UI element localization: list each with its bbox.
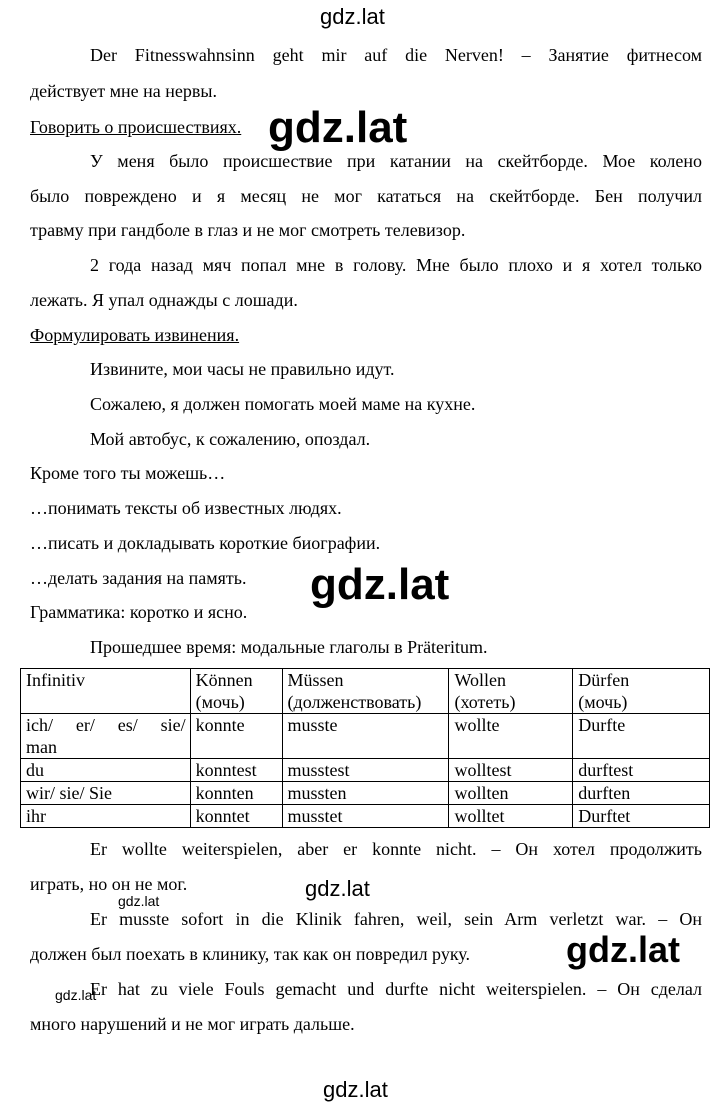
sentence-5: …понимать тексты об известных людях. [30, 498, 342, 518]
watermark-top: gdz.lat [320, 4, 385, 29]
table-cell: konnte [190, 714, 282, 759]
heading-incidents: Говорить о происшествиях. [30, 117, 242, 137]
table-row [21, 805, 710, 828]
sentence-4: Кроме того ты можешь… [30, 463, 226, 483]
paragraph-5-line-1: Er musste sofort in die Klinik fahren, weil, sein Arm verletzt war. – Он [90, 909, 702, 929]
table-header-row [21, 669, 710, 714]
paragraph-2-line-1: У меня было происшествие при катании на скейтборде. Мое колено [90, 151, 702, 171]
table-cell: Infinitiv [21, 669, 191, 714]
watermark-lower-small-1: gdz.lat [118, 893, 160, 909]
modal-verbs-table [20, 668, 710, 828]
table-cell: musstet [282, 805, 449, 828]
watermark-middle: gdz.lat [310, 560, 450, 609]
sentence-2: Сожалею, я должен помогать моей маме на кухне. [90, 394, 476, 414]
paragraph-2-line-3: травму при гандболе в глаз и не мог смотреть телевизор. [30, 220, 466, 240]
table-cell: Wollen (хотеть) [449, 669, 573, 714]
paragraph-6-line-2: много нарушений и не мог играть дальше. [30, 1014, 355, 1034]
paragraph-4-line-1: Er wollte weiterspielen, aber er konnte nicht. – Он хотел продолжить [90, 839, 702, 859]
table-cell: durften [573, 782, 710, 805]
table-cell: Durftet [573, 805, 710, 828]
table-cell: wolltest [449, 759, 573, 782]
table-caption: Прошедшее время: модальные глаголы в Präteritum. [90, 637, 488, 657]
table-row [21, 782, 710, 805]
table-cell: wir/ sie/ Sie [21, 782, 191, 805]
paragraph-2-line-2: было повреждено и я месяц не мог кататься на скейтборде. Бен получил [30, 186, 702, 206]
sentence-1: Извините, мои часы не правильно идут. [90, 359, 395, 379]
watermark-lower-2: gdz.lat [566, 929, 680, 970]
heading-apologies: Формулировать извинения. [30, 325, 240, 345]
watermark-heading: gdz.lat [268, 103, 408, 152]
table-cell: durftest [573, 759, 710, 782]
paragraph-6-line-1: Er hat zu viele Fouls gemacht und durfte nicht weiterspielen. – Он сделал [90, 979, 702, 999]
table-cell: Können (мочь) [190, 669, 282, 714]
paragraph-3-line-2: лежать. Я упал однажды с лошади. [30, 290, 298, 310]
table-cell: Durfte [573, 714, 710, 759]
paragraph-3-line-1: 2 года назад мяч попал мне в голову. Мне было плохо и я хотел только [90, 255, 702, 275]
paragraph-4-line-2: играть, но он не мог. [30, 874, 188, 894]
table-cell: musstest [282, 759, 449, 782]
table-row [21, 759, 710, 782]
watermark-lower-1: gdz.lat [305, 876, 370, 901]
table-cell: musste [282, 714, 449, 759]
sentence-6: …писать и докладывать короткие биографии. [30, 533, 381, 553]
table-cell: konnten [190, 782, 282, 805]
paragraph-1-line-2: действует мне на нервы. [30, 81, 217, 101]
table-cell: wolltet [449, 805, 573, 828]
paragraph-5-line-2: должен был поехать в клинику, так как он повредил руку. [30, 944, 471, 964]
table-cell: ihr [21, 805, 191, 828]
table-cell: du [21, 759, 191, 782]
table-cell: mussten [282, 782, 449, 805]
table-cell: konntet [190, 805, 282, 828]
table-cell: ich/ er/ es/ sie/ man [21, 714, 191, 759]
watermark-lower-small-2: gdz.lat [55, 987, 97, 1003]
table-row [21, 714, 710, 759]
sentence-7: …делать задания на память. [30, 568, 247, 588]
table-cell: wollten [449, 782, 573, 805]
table-cell: Dürfen (мочь) [573, 669, 710, 714]
watermark-bottom: gdz.lat [323, 1077, 388, 1102]
sentence-3: Мой автобус, к сожалению, опоздал. [90, 429, 371, 449]
table-cell: konntest [190, 759, 282, 782]
table-cell: wollte [449, 714, 573, 759]
table-cell: Müssen (долженствовать) [282, 669, 449, 714]
sentence-8: Грамматика: коротко и ясно. [30, 602, 248, 622]
paragraph-1-line-1: Der Fitnesswahnsinn geht mir auf die Nerven! – Занятие фитнесом [90, 45, 702, 65]
